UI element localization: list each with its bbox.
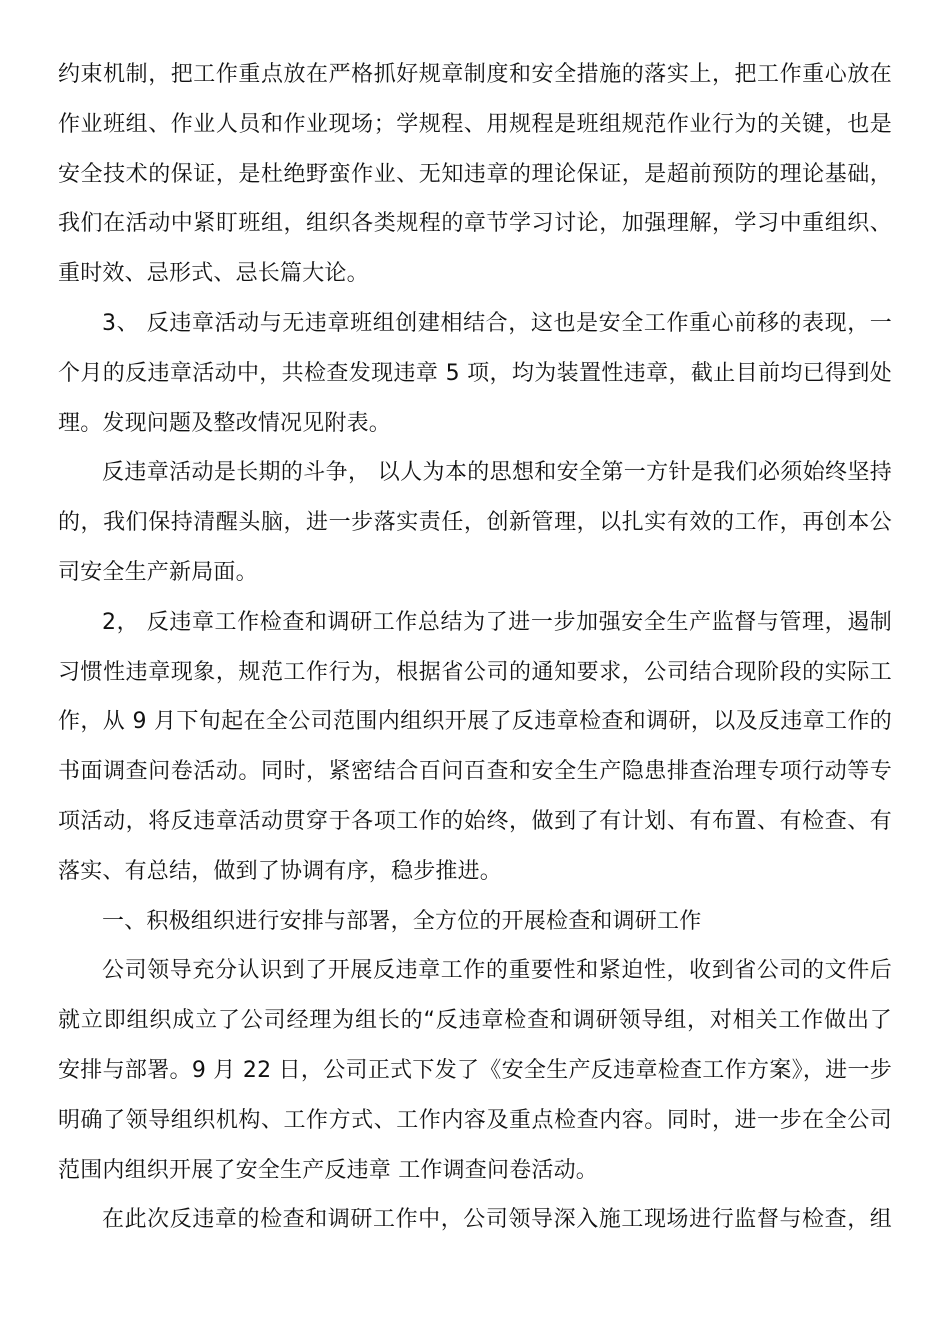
text-line: 作，从 9 月下旬起在全公司范围内组织开展了反违章检查和调研，以及反违章工作的 [58, 709, 892, 735]
text-line: 安排与部署。9 月 22 日，公司正式下发了《安全生产反违章检查工作方案》，进一步 [58, 1057, 892, 1083]
text-line: 在此次反违章的检查和调研工作中，公司领导深入施工现场进行监督与检查，组 [102, 1207, 892, 1233]
text-line: 书面调查问卷活动。同时，紧密结合百问百查和安全生产隐患排查治理专项行动等专 [58, 759, 892, 785]
text-line: 反违章活动是长期的斗争， 以人为本的思想和安全第一方针是我们必须始终坚持 [102, 460, 892, 486]
text-line: 司安全生产新局面。 [58, 559, 258, 585]
text-line: 的，我们保持清醒头脑，进一步落实责任，创新管理，以扎实有效的工作，再创本公 [58, 510, 892, 536]
text-line: 习惯性违章现象，规范工作行为，根据省公司的通知要求，公司结合现阶段的实际工 [58, 659, 892, 685]
text-line: 2， 反违章工作检查和调研工作总结为了进一步加强安全生产监督与管理，遏制 [102, 609, 892, 635]
text-line: 重时效、忌形式、忌长篇大论。 [58, 261, 369, 287]
text-line: 就立即组织成立了公司经理为组长的“反违章检查和调研领导组，对相关工作做出了 [58, 1008, 892, 1034]
text-line: 公司领导充分认识到了开展反违章工作的重要性和紧迫性，收到省公司的文件后 [102, 958, 892, 984]
text-line: 作业班组、作业人员和作业现场；学规程、用规程是班组规范作业行为的关键，也是 [58, 111, 892, 137]
text-line: 理。发现问题及整改情况见附表。 [58, 410, 392, 436]
text-line: 3、 反违章活动与无违章班组创建相结合，这也是安全工作重心前移的表现，一 [102, 310, 892, 336]
text-line: 安全技术的保证，是杜绝野蛮作业、无知违章的理论保证，是超前预防的理论基础， [58, 161, 892, 187]
text-line: 我们在活动中紧盯班组，组织各类规程的章节学习讨论，加强理解，学习中重组织、 [58, 211, 892, 237]
document-page [58, 50, 892, 1245]
text-line: 个月的反违章活动中，共检查发现违章 5 项，均为装置性违章，截止目前均已得到处 [58, 360, 892, 386]
text-line: 约束机制，把工作重点放在严格抓好规章制度和安全措施的落实上，把工作重心放在 [58, 62, 892, 87]
text-line: 明确了领导组织机构、工作方式、工作内容及重点检查内容。同时，进一步在全公司 [58, 1107, 892, 1133]
text-line: 项活动，将反违章活动贯穿于各项工作的始终，做到了有计划、有布置、有检查、有 [58, 808, 892, 834]
section-heading: 一、积极组织进行安排与部署，全方位的开展检查和调研工作 [102, 908, 702, 934]
text-line: 落实、有总结，做到了协调有序，稳步推进。 [58, 858, 503, 884]
text-line: 范围内组织开展了安全生产反违章 工作调查问卷活动。 [58, 1157, 598, 1183]
